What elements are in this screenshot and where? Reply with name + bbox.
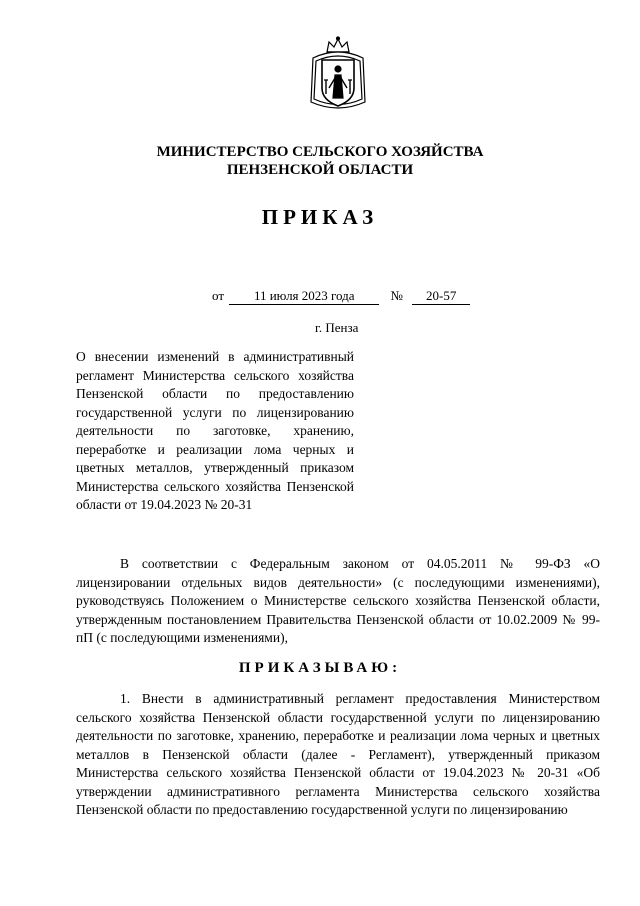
order-subject: О внесении изменений в административный регламент Министерства сельского хозяйства Пензенской области по предоставлению государственной услуги по лицензированию деятельности по заготовке, хранению, переработке и реализации лома черных и цветных металлов, утвержденный приказом Министерства сельского хозяйства Пензенской области от 19.04.2023 № 20-31 [76, 349, 354, 512]
number-prefix: № [390, 288, 403, 303]
coat-of-arms-icon [305, 36, 371, 112]
order-number: 20-57 [412, 288, 470, 305]
order-date-number-line [212, 288, 470, 304]
preamble-paragraph: В соответствии с Федеральным законом от 04.05.2011 № 99-ФЗ «О лицензировании отдельных видов деятельности» (с последующими изменениями), руководствуясь Положением о Министерстве сельского хозяйства Пензенской области, утвержденным постановлением Правительства Пензенской области от 10.02.2009 № 99-пП (с последующими изменениями), [76, 556, 600, 645]
clause-1: 1. Внести в административный регламент предоставления Министерством сельского хозяйства Пензенской области государственной услуги по лицензированию деятельности по заготовке, хранению, переработке и реализации лома черных и цветных металлов в Пензенской области (далее - Регламент), утвержденный приказом Министерства сельского хозяйства Пензенской области от 19.04.2023 № 20-31 «Об утверждении административного регламента Министерства сельского хозяйства Пензенской области по предоставлению государственной услуги по лицензированию [76, 691, 600, 817]
ministry-name-line-1: МИНИСТЕРСТВО СЕЛЬСКОГО ХОЗЯЙСТВА [156, 144, 484, 160]
ministry-name [0, 143, 640, 179]
ministry-name-line-2: ПЕНЗЕНСКОЙ ОБЛАСТИ [226, 162, 414, 178]
order-date: 11 июля 2023 года [229, 288, 379, 305]
document-title: ПРИКАЗ [261, 205, 379, 229]
issue-city: г. Пенза [315, 320, 359, 335]
date-prefix: от [212, 288, 225, 303]
orders-heading: ПРИКАЗЫВАЮ: [238, 660, 402, 676]
